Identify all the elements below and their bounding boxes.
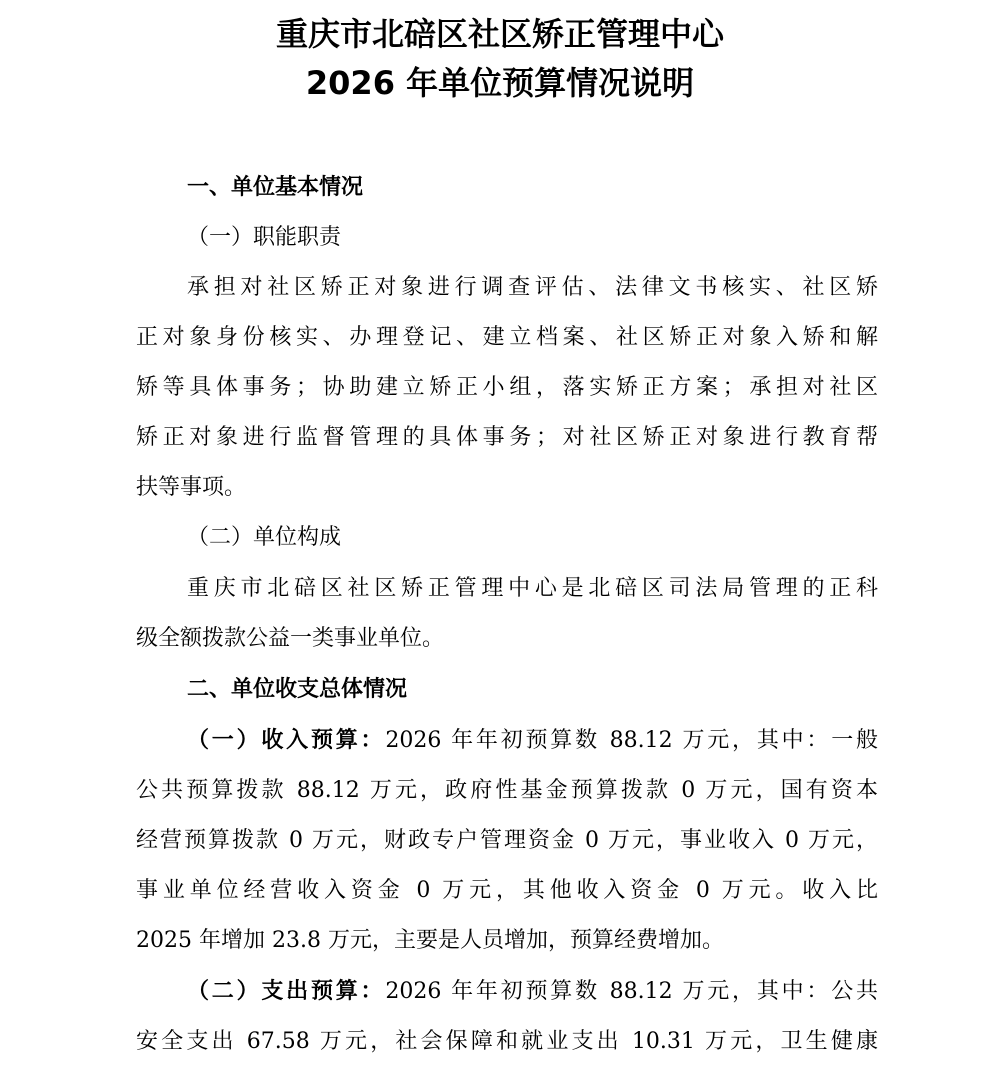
paragraph-line: 安全支出 67.58 万元，社会保障和就业支出 10.31 万元，卫生健康 <box>136 1029 878 1054</box>
subheading-composition: （二）单位构成 <box>187 525 342 550</box>
paragraph-line: 扶等事项。 <box>136 475 247 500</box>
paragraph-line: 矫正对象进行监督管理的具体事务；对社区矫正对象进行教育帮 <box>136 425 878 450</box>
paragraph-line: 经营预算拨款 0 万元，财政专户管理资金 0 万元，事业收入 0 万元， <box>136 828 878 853</box>
paragraph-line: 正对象身份核实、办理登记、建立档案、社区矫正对象入矫和解 <box>136 325 878 350</box>
paragraph-line: 矫等具体事务；协助建立矫正小组，落实矫正方案；承担对社区 <box>136 375 878 400</box>
paragraph-line: 重庆市北碚区社区矫正管理中心是北碚区司法局管理的正科 <box>187 576 878 601</box>
document-title-line2: 2026 年单位预算情况说明 <box>305 64 695 102</box>
document-title-line1: 重庆市北碚区社区矫正管理中心 <box>275 15 724 53</box>
income-paragraph-line <box>187 726 878 756</box>
paragraph-line: 承担对社区矫正对象进行调查评估、法律文书核实、社区矫 <box>187 275 878 300</box>
expense-text: 2026 年年初预算数 88.12 万元，其中：公共 <box>385 979 878 1004</box>
paragraph-line: 2025 年增加 23.8 万元，主要是人员增加，预算经费增加。 <box>136 928 724 953</box>
expense-paragraph-line <box>187 977 878 1007</box>
expense-budget-label: （二）支出预算： <box>187 979 386 1004</box>
paragraph-line: 事业单位经营收入资金 0 万元，其他收入资金 0 万元。收入比 <box>136 878 878 903</box>
paragraph-line: 公共预算拨款 88.12 万元，政府性基金预算拨款 0 万元，国有资本 <box>136 778 878 803</box>
section-heading-basic-info: 一、单位基本情况 <box>187 175 364 200</box>
paragraph-line: 级全额拨款公益一类事业单位。 <box>136 626 445 651</box>
section-heading-budget-overview: 二、单位收支总体情况 <box>187 677 408 702</box>
income-budget-label: （一）收入预算： <box>187 728 386 753</box>
subheading-functions: （一）职能职责 <box>187 225 342 250</box>
income-text: 2026 年年初预算数 88.12 万元，其中：一般 <box>385 728 878 753</box>
